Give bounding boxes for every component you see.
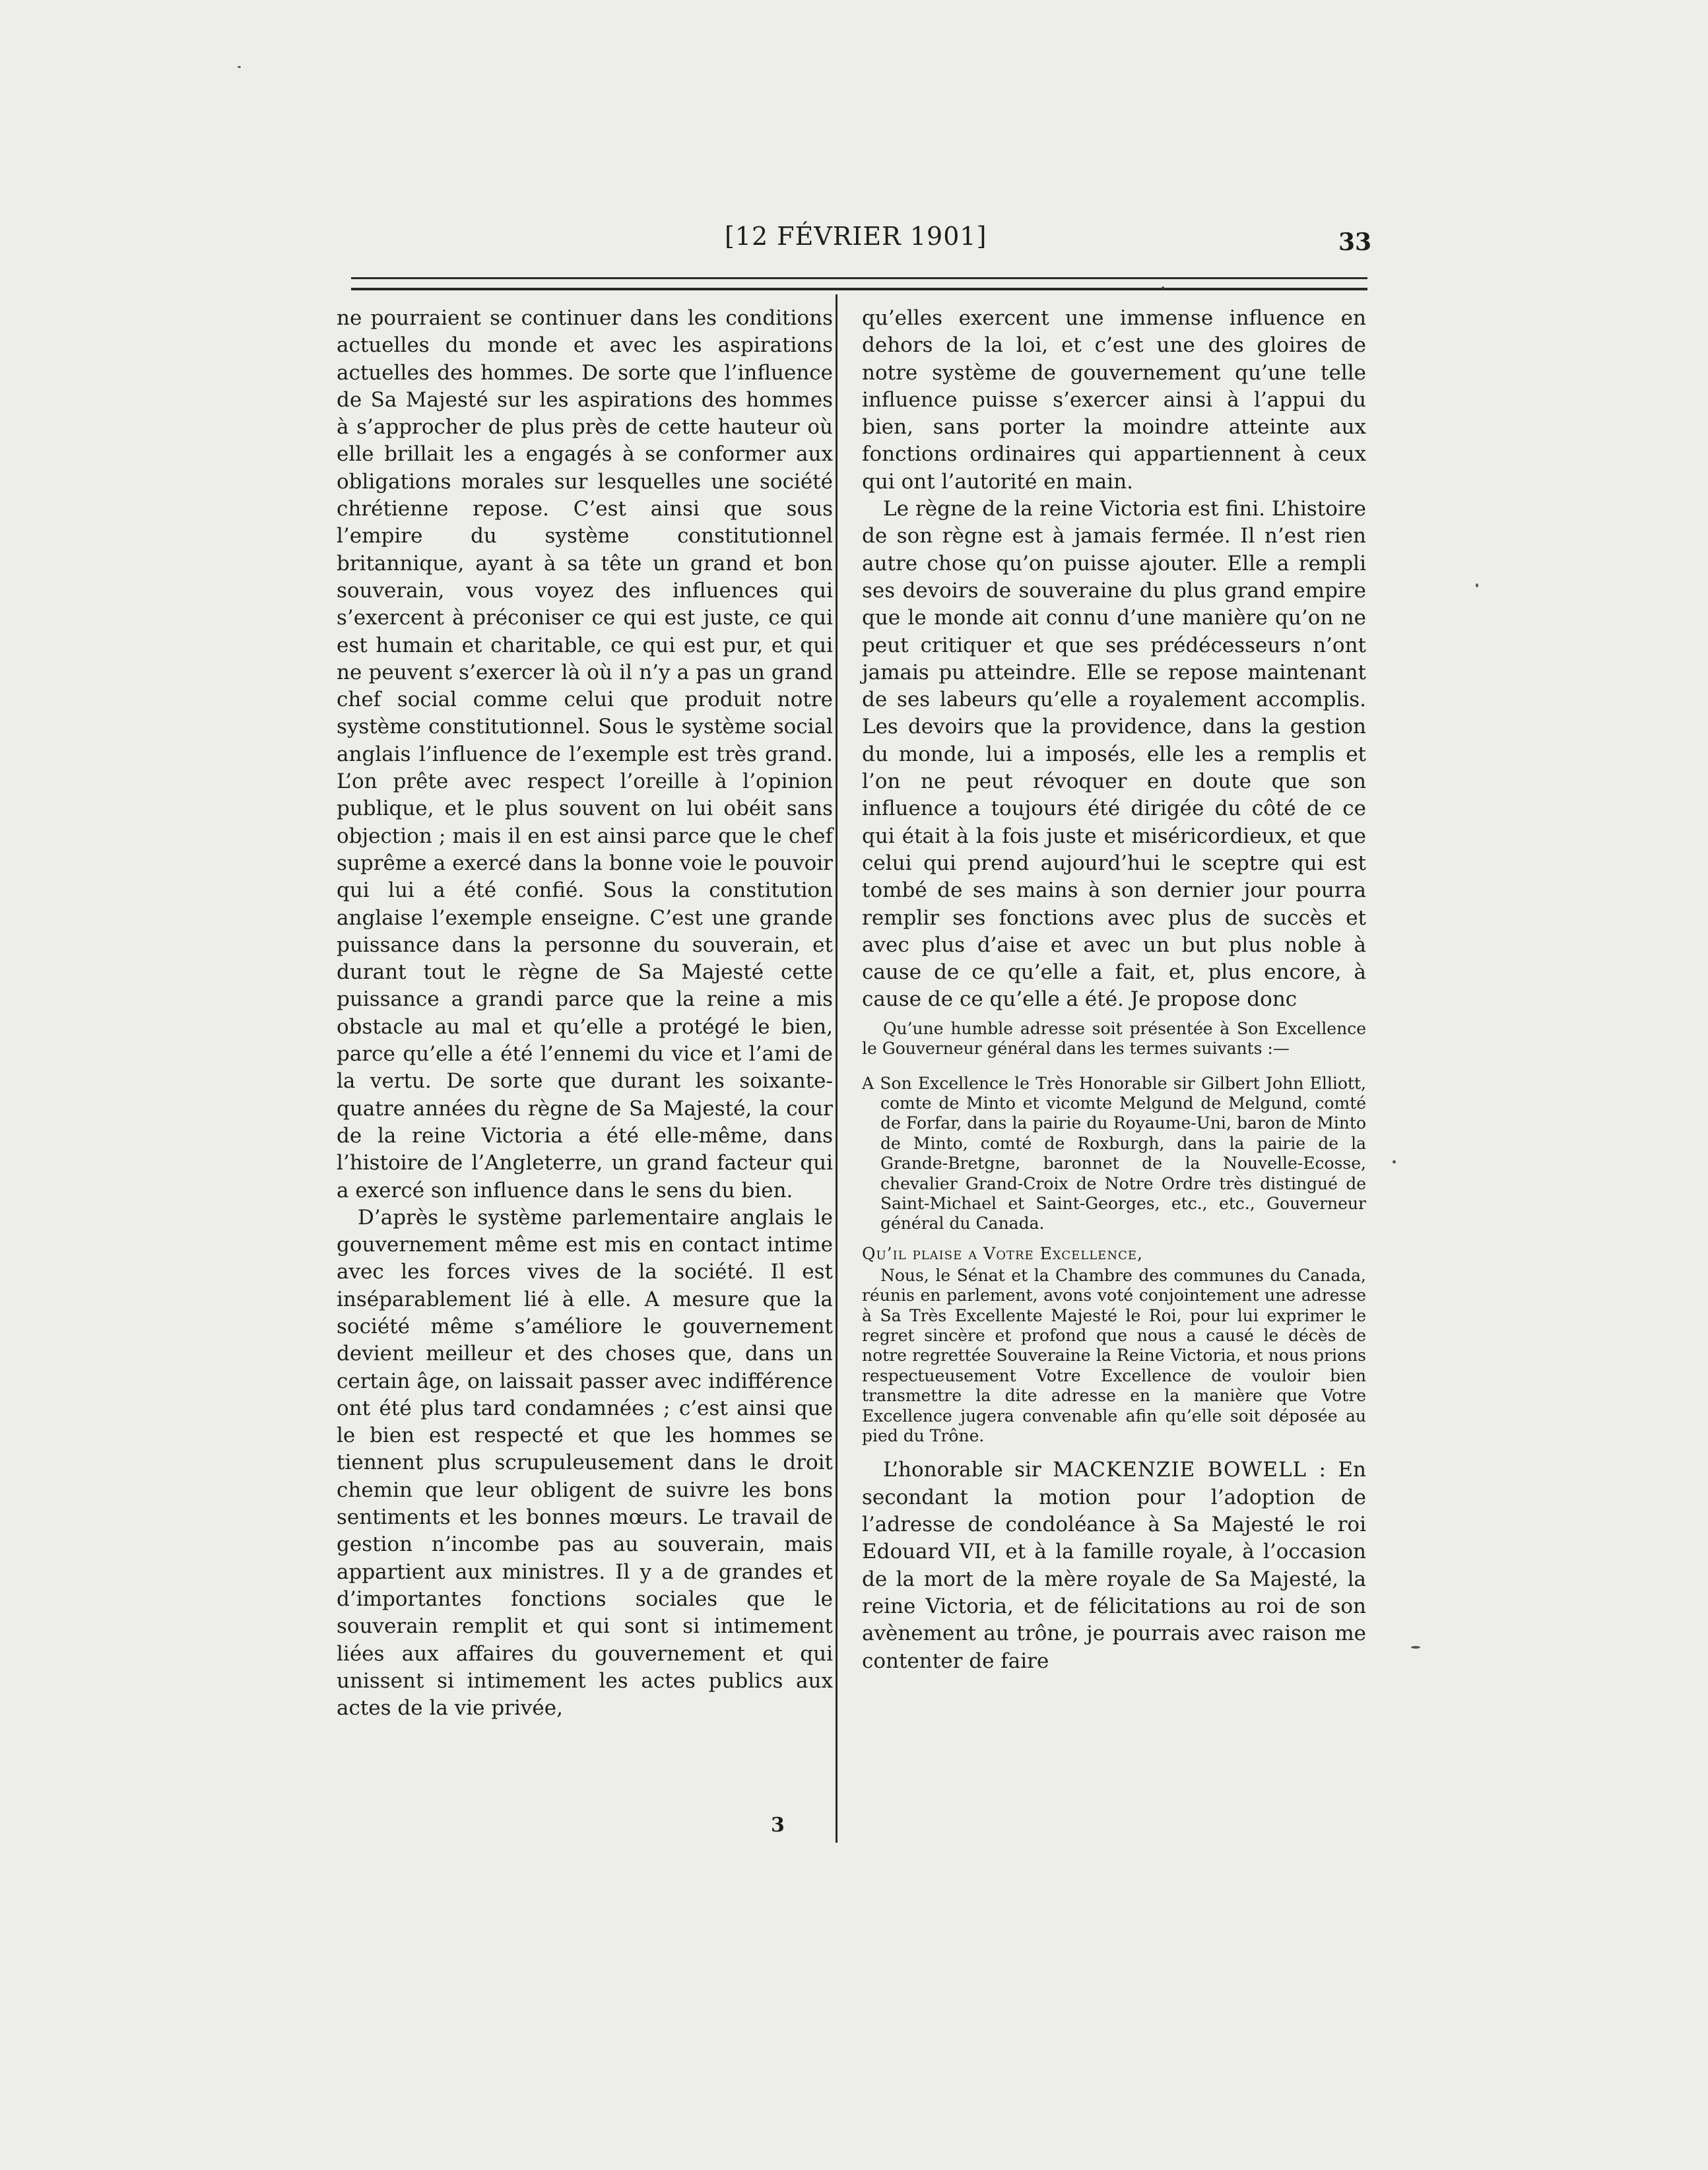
left-paragraph-2: D’après le système parlementaire anglais le gouvernement même est mis en contact intime avec les forces vives de la société. Il est inséparablement lié à elle. A mesure que la société même s’améliore le gouvernement devient meilleur et des choses que, dans un certain âge, on laissait passer avec indifférence ont été plus tard condamnées ; c’est ainsi que le bien est respecté et que les hommes se tiennent plus scrupuleusement dans le droit chemin que leur obligent de suivre les bons sentiments et les bonnes mœurs. Le travail de gestion n’incombe pas au souverain, mais appartient aux ministres. Il y a de grandes et d’importantes fonctions sociales que le souverain remplit et qui sont si intimement liées aux affaires du gouvernement et qui unissent si intimement les actes publics aux actes de la vie privée, [337, 1205, 833, 1721]
paper-speck [238, 66, 241, 68]
paper-speck [1411, 1646, 1420, 1649]
paper-speck [1393, 1160, 1396, 1164]
speech-text: En secondant la motion pour l’adoption de l’adresse de condoléance à Sa Majesté le roi Edouard VII, et à la famille royale, à l’occasion de la mort de la mère royale de Sa Majesté, la reine Victoria, et de félicitations au roi de son avènement au trône, je pourrais avec raison me contenter de faire [862, 1458, 1366, 1673]
left-column [337, 305, 833, 1722]
header-rule-thin [351, 277, 1367, 279]
address-body: Nous, le Sénat et la Chambre des communes du Canada, réunis en parlement, avons voté conjointement une adresse à Sa Très Excellente Majesté le Roi, pour lui exprimer le regret sincère et profond que nous a causé le décès de notre regrettée Souveraine la Reine Victoria, et nous prions respectueusement Votre Excellence de vouloir bien transmettre la dite adresse en la manière que Votre Excellence jugera convenable afin qu’elle soit déposée au pied du Trône. [862, 1265, 1366, 1446]
address-recipient: A Son Excellence le Très Honorable sir Gilbert John Elliott, comte de Minto et vicomte Melgund de Melgund, comté de Forfar, dans la pairie du Royaume-Uni, baron de Minto de Minto, comté de Roxburgh, dans la pairie de la Grande-Bretgne, baronnet de la Nouvelle-Ecosse, chevalier Grand-Croix de Notre Ordre très distingué de Saint-Michael et Saint-Georges, etc., etc., Gouverneur général du Canada. [862, 1073, 1366, 1233]
page-number: 33 [1338, 228, 1372, 256]
right-column [862, 305, 1366, 1675]
address-salutation: Qu’il plaise a Votre Excellence, [862, 1243, 1143, 1263]
header-rule-thick [351, 288, 1367, 290]
right-paragraph-1: qu’elles exercent une immense influence en dehors de la loi, et c’est une des gloires de notre système de gouvernement qu’une telle influence puisse s’exercer ainsi à l’appui du bien, sans porter la moindre atteinte aux fonctions ordinaires qui appartiennent à ceux qui ont l’autorité en main. [862, 306, 1366, 494]
signature-mark: 3 [771, 1814, 785, 1837]
left-paragraph-1: ne pourraient se continuer dans les conditions actuelles du monde et avec les aspirations actuelles des hommes. De sorte que l’influence de Sa Majesté sur les aspirations des hommes à s’approcher de plus près de cette hauteur où elle brillait les a engagés à se conformer aux obligations morales sur lesquelles une société chrétienne repose. C’est ainsi que sous l’empire du système constitutionnel britannique, ayant à sa tête un grand et bon souverain, vous voyez des influences qui s’exercent à préconiser ce qui est juste, ce qui est humain et charitable, ce qui est pur, et qui ne peuvent s’exercer là où il n’y a pas un grand chef social comme celui que produit notre système constitutionnel. Sous le système social anglais l’influence de l’exemple est très grand. L’on prête avec respect l’oreille à l’opinion publique, et le plus souvent on lui obéit sans objection ; mais il en est ainsi parce que le chef suprême a exercé dans la bonne voie le pouvoir qui lui a été confié. Sous la constitution anglaise l’exemple enseigne. C’est une grande puissance dans la personne du souverain, et durant tout le règne de Sa Majesté cette puissance a grandi parce que la reine a mis obstacle au mal et qu’elle a protégé le bien, parce qu’elle a été l’ennemi du vice et l’ami de la vertu. De sorte que durant les soixante-quatre années du règne de Sa Majesté, la cour de la reine Victoria a été elle-même, dans l’histoire de l’Angleterre, un grand facteur qui a exercé son influence dans le sens du bien. [337, 306, 833, 1202]
paper-speck [1162, 286, 1164, 288]
speaker-name: MACKENZIE BOWELL : [1053, 1458, 1327, 1482]
page-date-header: [12 FÉVRIER 1901] [725, 222, 987, 251]
speaker-prefix: L’honorable sir [883, 1458, 1041, 1482]
right-paragraph-2: Le règne de la reine Victoria est fini. L’histoire de son règne est à jamais fermée. Il n’est rien autre chose qu’on puisse ajouter. Elle a rempli ses devoirs de souveraine du plus grand empire que le monde ait connu d’une manière qu’on ne peut critiquer et que ses prédécesseurs n’ont jamais pu atteindre. Elle se repose maintenant de ses labeurs qu’elle a royalement accomplis. Les devoirs que la providence, dans la gestion du monde, lui a imposés, elle les a remplis et l’on ne peut révoquer en doute que son influence a toujours été dirigée du côté de ce qui était à la fois juste et miséricordieux, et que celui qui prend aujourd’hui le sceptre qui est tombé de ses mains à son dernier jour pourra remplir ses fonctions avec plus de succès et avec plus d’aise et avec un but plus noble à cause de ce qu’elle a fait, et, plus encore, à cause de ce qu’elle a été. Je propose donc [862, 497, 1366, 1012]
column-divider [836, 294, 838, 1843]
speaker-paragraph [862, 1457, 1366, 1674]
motion-intro: Qu’une humble adresse soit présentée à Son Excellence le Gouverneur général dans les termes suivants :— [862, 1018, 1366, 1059]
paper-speck [1476, 583, 1478, 587]
